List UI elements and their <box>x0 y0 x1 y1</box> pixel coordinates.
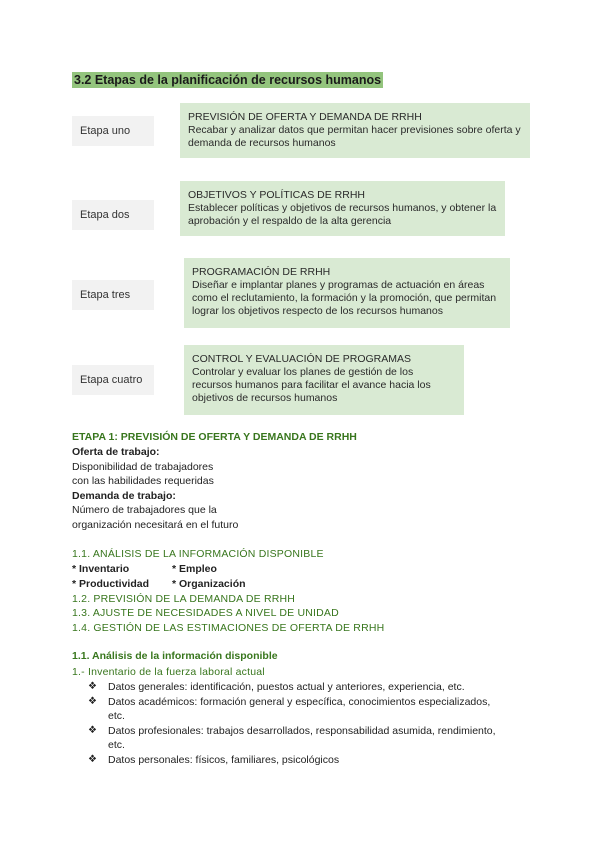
oferta-label: Oferta de trabajo: <box>72 446 160 458</box>
oferta-block <box>72 445 372 532</box>
factor-empleo: * Empleo <box>172 563 217 575</box>
diamond-bullet-icon: ❖ <box>88 753 97 765</box>
stage-title: OBJETIVOS Y POLÍTICAS DE RRHH <box>188 189 365 201</box>
stage-label <box>72 365 154 395</box>
stage-label <box>72 280 154 310</box>
stage-title: PREVISIÓN DE OFERTA Y DEMANDA DE RRHH <box>188 111 422 123</box>
list-item: ❖ Datos personales: físicos, familiares, psicológicos <box>88 753 340 766</box>
section-1-4: 1.4. GESTIÓN DE LAS ESTIMACIONES DE OFERTA DE RRHH <box>72 622 385 634</box>
stage-label-text: Etapa tres <box>80 289 131 301</box>
stage-box <box>184 345 464 415</box>
section-1-1: 1.1. ANÁLISIS DE LA INFORMACIÓN DISPONIBLE <box>72 548 324 560</box>
factor-inventario: * Inventario <box>72 563 130 575</box>
oferta-line: con las habilidades requeridas <box>72 475 214 487</box>
stage-label-text: Etapa cuatro <box>80 374 143 386</box>
section-1-3: 1.3. AJUSTE DE NECESIDADES A NIVEL DE UNIDAD <box>72 607 339 619</box>
page-title: 3.2 Etapas de la planificación de recursos humanos <box>74 73 382 87</box>
stage-title: PROGRAMACIÓN DE RRHH <box>192 266 331 278</box>
analysis-heading: 1.1. Análisis de la información disponible <box>72 650 278 662</box>
stage-box <box>180 103 530 158</box>
list-item: ❖ Datos académicos: formación general y específica, conocimientos especializados, etc. <box>88 695 491 722</box>
diamond-bullet-icon: ❖ <box>88 681 97 692</box>
etapa1-heading: ETAPA 1: PREVISIÓN DE OFERTA Y DEMANDA DE RRHH <box>72 431 357 443</box>
stage-label <box>72 200 154 230</box>
stage-description: Controlar y evaluar los planes de gestión de los recursos humanos para facilitar el avance hacia los objetivos de recursos humanos <box>192 366 431 404</box>
analysis-subheading: 1.- Inventario de la fuerza laboral actual <box>72 666 265 678</box>
stage-description: Diseñar e implantar planes y programas de actuación en áreas como el reclutamiento, la formación y la promoción, que permitan lograr los objetivos respecto de los recursos humanos <box>192 279 497 317</box>
factor-organizacion: * Organización <box>172 578 246 590</box>
stage-description: Establecer políticas y objetivos de recursos humanos, y obtener la aprobación y el respaldo de la alta gerencia <box>188 202 497 227</box>
analysis-list <box>88 680 528 767</box>
demanda-line: Número de trabajadores que la <box>72 504 217 516</box>
list-item: ❖ Datos generales: identificación, puestos actual y anteriores, experiencia, etc. <box>88 681 465 693</box>
oferta-line: Disponibilidad de trabajadores <box>72 460 214 473</box>
list-item: ❖ Datos profesionales: trabajos desarrollados, responsabilidad asumida, rendimiento, etc. <box>88 724 496 751</box>
demanda-label: Demanda de trabajo: <box>72 489 176 502</box>
section-1-2: 1.2. PREVISIÓN DE LA DEMANDA DE RRHH <box>72 593 296 605</box>
diamond-bullet-icon: ❖ <box>88 724 97 736</box>
stage-label-text: Etapa uno <box>80 125 131 137</box>
stage-box <box>180 181 505 236</box>
stage-label <box>72 116 154 146</box>
stage-title: CONTROL Y EVALUACIÓN DE PROGRAMAS <box>192 353 411 365</box>
demanda-line: organización necesitará en el futuro <box>72 518 239 531</box>
stage-description: Recabar y analizar datos que permitan hacer previsiones sobre oferta y demanda de recursos humanos <box>188 124 521 149</box>
stage-box <box>184 258 510 328</box>
diamond-bullet-icon: ❖ <box>88 695 97 707</box>
stage-label-text: Etapa dos <box>80 209 130 221</box>
factor-productividad: * Productividad <box>72 578 150 590</box>
